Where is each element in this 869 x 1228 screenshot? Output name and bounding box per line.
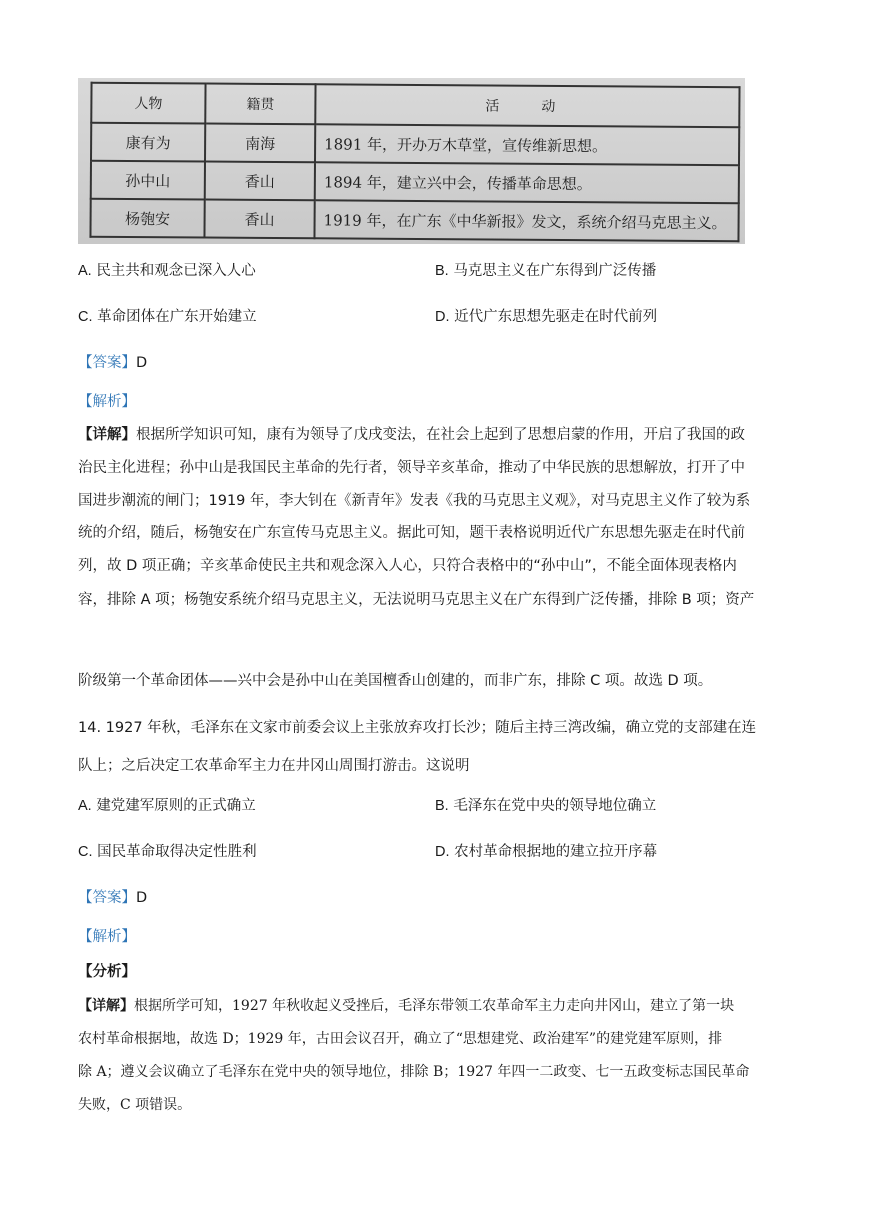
detail-line: 除 A；遵义会议确立了毛泽东在党中央的领导地位，排除 B；1927 年四一二政变、七一五政变标志国民革命 xyxy=(78,1064,750,1080)
detail-line: 【详解】根据所学知识可知，康有为领导了戊戌变法，在社会上起到了思想启蒙的作用，开启了我国的政 xyxy=(78,427,745,443)
table-cell: 香山 xyxy=(204,200,314,239)
table-cell: 1894 年，建立兴中会，传播革命思想。 xyxy=(315,162,739,203)
detail-line: 容，排除 A 项；杨匏安系统介绍马克思主义，无法说明马克思主义在广东得到广泛传播，排除 B 项；资产 xyxy=(78,592,755,608)
table-row xyxy=(91,161,739,204)
option-letter: B. xyxy=(435,263,449,279)
table-cell: 孙中山 xyxy=(91,161,205,200)
table-header-origin: 籍贯 xyxy=(205,84,315,125)
option-text: 毛泽东在党中央的领导地位确立 xyxy=(453,798,657,814)
option-letter: B. xyxy=(435,798,449,814)
table-cell: 香山 xyxy=(205,162,315,201)
q13-option-d xyxy=(435,307,657,327)
q13-answer xyxy=(78,353,147,373)
q14-answer xyxy=(78,888,147,908)
stem-line: 14. 1927 年秋，毛泽东在文家市前委会议上主张放弃攻打长沙；随后主持三湾改编，确立党的支部建在连 xyxy=(78,720,757,736)
detail-tag: 【详解】 xyxy=(78,427,136,443)
q13-option-b xyxy=(435,261,656,281)
answer-value: D xyxy=(136,355,148,371)
detail-line: 农村革命根据地，故选 D；1929 年，古田会议召开，确立了“思想建党、政治建军”的建党建军原则，排 xyxy=(78,1031,723,1047)
q14-option-a xyxy=(78,796,256,816)
table-cell: 康有为 xyxy=(91,123,205,162)
option-text: 马克思主义在广东得到广泛传播 xyxy=(453,263,657,279)
option-text: 民主共和观念已深入人心 xyxy=(96,263,256,279)
q13-option-a xyxy=(78,261,256,281)
option-text: 国民革命取得决定性胜利 xyxy=(97,844,257,860)
detail-line: 列，故 D 项正确；辛亥革命使民主共和观念深入人心，只符合表格中的“孙中山”，不能全面体现表格内 xyxy=(78,558,737,574)
answer-tag: 【答案】 xyxy=(78,355,136,371)
option-letter: D. xyxy=(435,309,450,325)
table-header-row xyxy=(91,83,739,128)
option-text: 近代广东思想先驱走在时代前列 xyxy=(454,309,658,325)
table-photo xyxy=(78,78,745,244)
answer-value: D xyxy=(136,890,148,906)
stem-line: 队上；之后决定工农革命军主力在井冈山周围打游击。这说明 xyxy=(78,758,470,774)
option-letter: A. xyxy=(78,263,92,279)
q13-option-c xyxy=(78,307,257,327)
detail-line: 失败，C 项错误。 xyxy=(78,1097,192,1113)
q14-option-c xyxy=(78,842,257,862)
q14-fenxi-tag: 【分析】 xyxy=(78,964,136,980)
detail-line: 国进步潮流的闸门；1919 年，李大钊在《新青年》发表《我的马克思主义观》，对马克思主义作了较为系 xyxy=(78,493,751,509)
table-cell: 杨匏安 xyxy=(90,199,204,238)
option-letter: C. xyxy=(78,844,93,860)
option-text: 农村革命根据地的建立拉开序幕 xyxy=(454,844,658,860)
q14-analysis-tag: 【解析】 xyxy=(78,929,136,945)
q14-option-d xyxy=(435,842,657,862)
option-letter: D. xyxy=(435,844,450,860)
table-header-activity: 活 动 xyxy=(315,84,739,127)
option-text: 建党建军原则的正式确立 xyxy=(96,798,256,814)
table-cell: 南海 xyxy=(205,124,315,163)
detail-line: 阶级第一个革命团体——兴中会是孙中山在美国檀香山创建的，而非广东，排除 C 项。故选 D 项。 xyxy=(78,673,713,689)
table-header-person: 人物 xyxy=(91,83,205,124)
option-text: 革命团体在广东开始建立 xyxy=(97,309,257,325)
q13-analysis-tag: 【解析】 xyxy=(78,394,136,410)
detail-line: 治民主化进程；孙中山是我国民主革命的先行者，领导辛亥革命，推动了中华民族的思想解放，打开了中 xyxy=(78,460,745,476)
detail-line: 【详解】根据所学可知，1927 年秋收起义受挫后，毛泽东带领工农革命军主力走向井冈山，建立了第一块 xyxy=(78,998,735,1014)
table-cell: 1919 年，在广东《中华新报》发文，系统介绍马克思主义。 xyxy=(314,200,738,241)
table-row xyxy=(91,123,739,166)
table-cell: 1891 年，开办万木草堂，宣传维新思想。 xyxy=(315,124,739,165)
detail-tag: 【详解】 xyxy=(78,998,134,1014)
detail-line: 统的介绍，随后，杨匏安在广东宣传马克思主义。据此可知，题干表格说明近代广东思想先驱走在时代前 xyxy=(78,525,745,541)
table-row xyxy=(90,199,738,242)
q14-option-b xyxy=(435,796,656,816)
answer-tag: 【答案】 xyxy=(78,890,136,906)
historical-figures-table xyxy=(89,82,740,243)
option-letter: A. xyxy=(78,798,92,814)
option-letter: C. xyxy=(78,309,93,325)
